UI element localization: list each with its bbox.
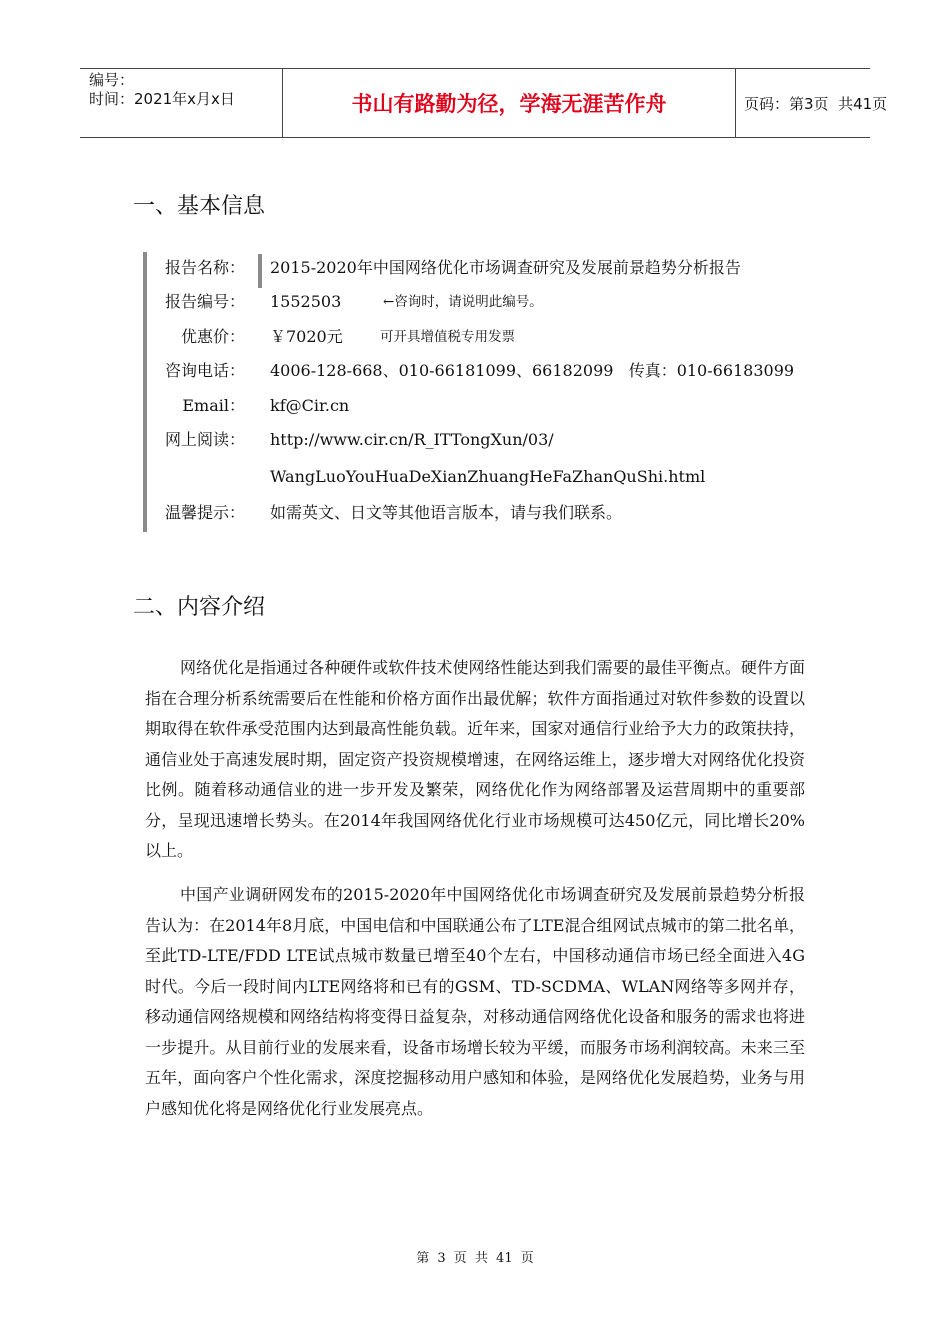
info-label: Email： bbox=[182, 396, 245, 415]
info-url-link-cont[interactable]: WangLuoYouHuaDeXianZhuangHeFaZhanQuShi.html bbox=[270, 467, 706, 486]
info-label: 优惠价： bbox=[180, 327, 245, 346]
header-meta bbox=[80, 69, 282, 139]
page-footer: 第 3 页 共 41 页 bbox=[416, 1251, 534, 1266]
intro-paragraph: 中国产业调研网发布的2015-2020年中国网络优化市场调查研究及发展前景趋势分析报告认为：在2014年8月底，中国电信和中国联通公布了LTE混合组网试点城市的第二批名单，至此TD-LTE/FDD LTE试点城市数量已增至40个左右，中国移动通信市场已经全面进入4G时代。今后一段时间内LTE网络将和已有的GSM、TD-SCDMA、WLAN网络等多网并存，移动通信网络规模和网络结构将变得日益复杂，对移动通信网络优化设备和服务的需求也将进一步提升。从目前行业的发展来看，设备市场增长较为平缓，而服务市场利润较高。未来三至五年，面向客户个性化需求，深度挖掘移动用户感知和体验，是网络优化发展趋势，业务与用户感知优化将是网络优化行业发展亮点。 bbox=[145, 885, 805, 1118]
page-header bbox=[80, 68, 888, 138]
time-label: 时间：2021年x月x日 bbox=[89, 90, 235, 108]
info-url-link[interactable]: http://www.cir.cn/R_ITTongXun/03/ bbox=[270, 430, 554, 449]
info-value: 1552503 bbox=[270, 292, 342, 311]
info-email-link[interactable]: kf@Cir.cn bbox=[270, 396, 350, 415]
header-page-info bbox=[735, 69, 888, 137]
info-left-bar bbox=[143, 252, 147, 532]
info-value: 如需英文、日文等其他语言版本，请与我们联系。 bbox=[270, 503, 623, 522]
info-label: 咨询电话： bbox=[164, 361, 245, 380]
info-label: 温馨提示： bbox=[164, 503, 245, 522]
page-info-text: 页码：第3页 共41页 bbox=[744, 94, 888, 113]
info-inner-bar bbox=[258, 254, 262, 288]
info-value: 2015-2020年中国网络优化市场调查研究及发展前景趋势分析报告 bbox=[270, 258, 741, 277]
number-label: 编号： bbox=[89, 71, 135, 89]
info-label: 报告编号： bbox=[164, 292, 245, 311]
info-label: 网上阅读： bbox=[164, 430, 245, 449]
info-note: ←咨询时，请说明此编号。 bbox=[383, 294, 543, 310]
info-value: ￥7020元 bbox=[270, 327, 343, 346]
info-value: 4006-128-668、010-66181099、66182099 传真：010-66183099 bbox=[270, 361, 795, 380]
section-title-basic-info: 一、基本信息 bbox=[133, 194, 266, 219]
intro-paragraph: 网络优化是指通过各种硬件或软件技术使网络性能达到我们需要的最佳平衡点。硬件方面指在合理分析系统需要后在性能和价格方面作出最优解；软件方面指通过对软件参数的设置以期取得在软件承受范围内达到最高性能负载。近年来，国家对通信行业给予大力的政策扶持，通信业处于高速发展时期，固定资产投资规模增速，在网络运维上，逐步增大对网络优化投资比例。随着移动通信业的进一步开发及繁荣，网络优化作为网络部署及运营周期中的重要部分，呈现迅速增长势头。在2014年我国网络优化行业市场规模可达450亿元，同比增长20%以上。 bbox=[145, 658, 805, 860]
section-title-content-intro: 二、内容介绍 bbox=[133, 595, 266, 620]
header-motto: 书山有路勤为径，学海无涯苦作舟 bbox=[282, 69, 736, 137]
info-note: 可开具增值税专用发票 bbox=[380, 329, 515, 345]
info-label: 报告名称： bbox=[164, 258, 245, 277]
